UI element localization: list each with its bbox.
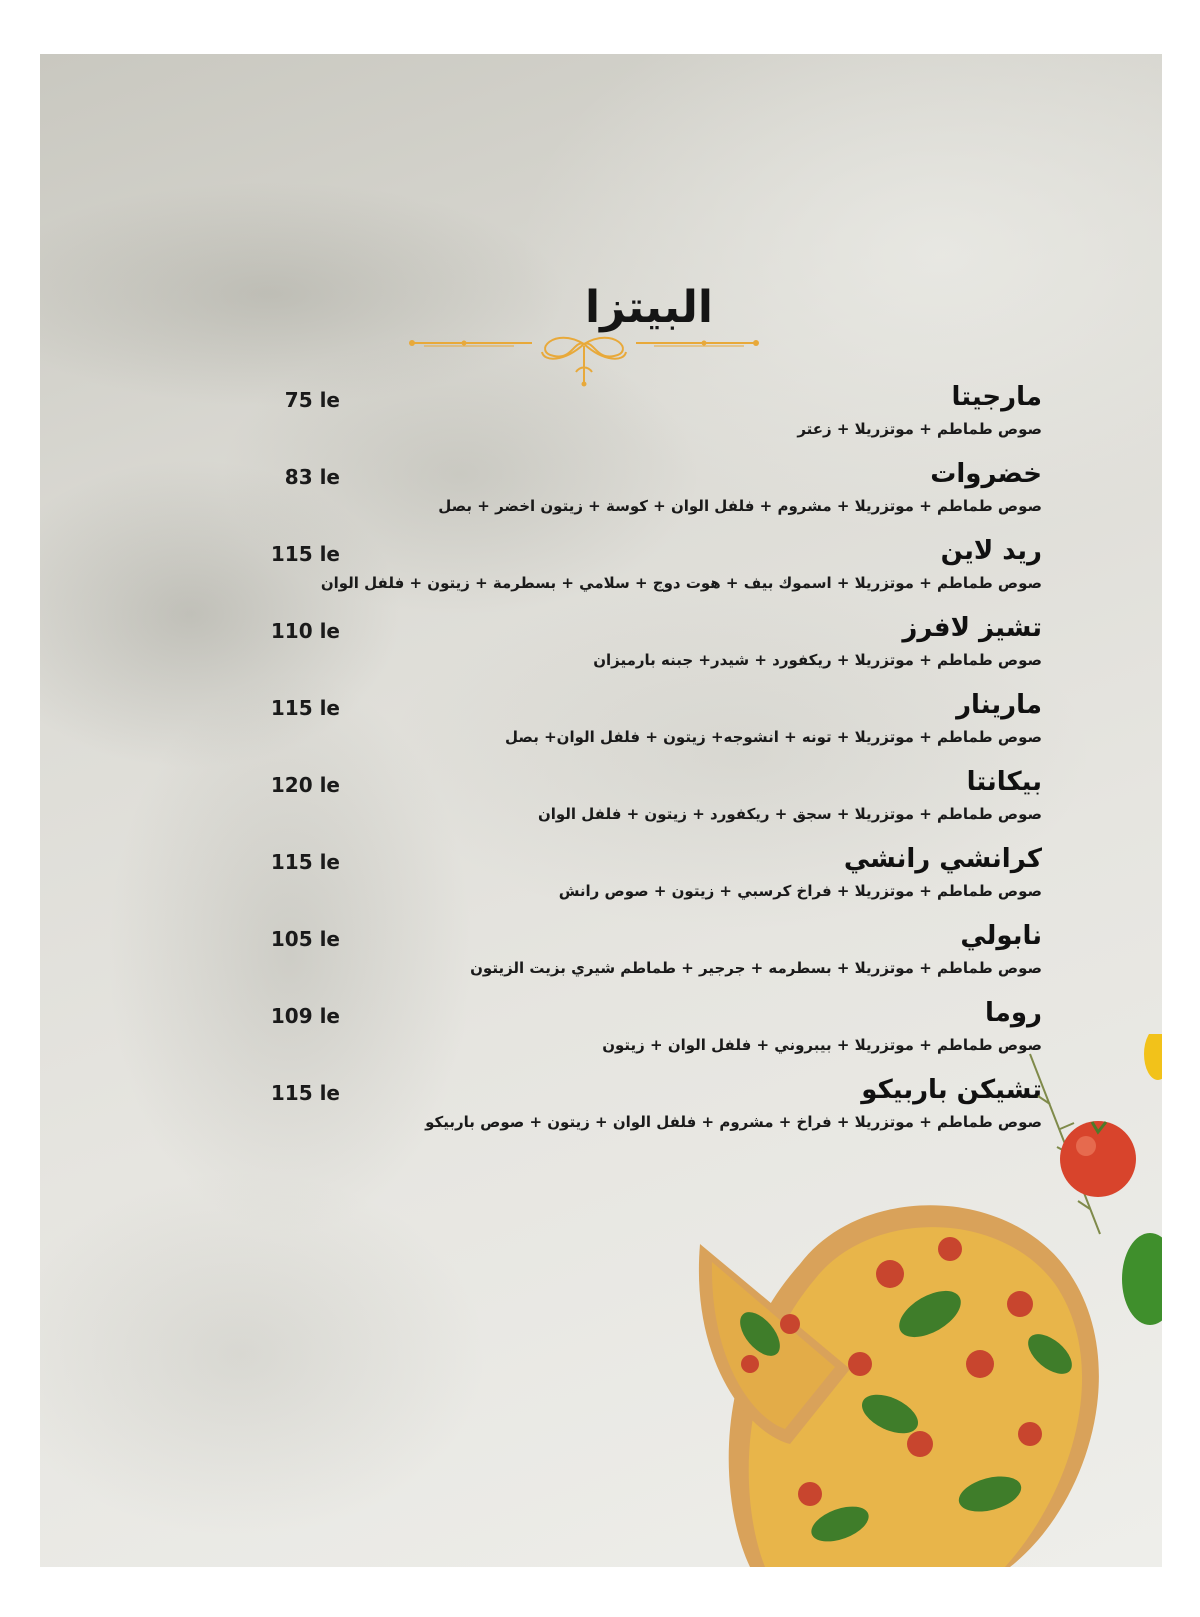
menu-item-price: 105 le	[270, 927, 340, 951]
menu-item-description: صوص طماطم + موتزريلا + مشروم + فلفل الوان + كوسة + زيتون اخضر + بصل	[438, 497, 1042, 515]
menu-item-description: صوص طماطم + موتزريلا + اسموك بيف + هوت دوج + سلامي + بسطرمة + زيتون + فلفل الوان	[320, 574, 1042, 592]
menu-item-price: 120 le	[270, 773, 340, 797]
menu-item-name: روما	[985, 998, 1042, 1028]
menu-item-price: 115 le	[270, 1081, 340, 1105]
menu-item-price: 83 le	[284, 465, 340, 489]
menu-item-price: 110 le	[270, 619, 340, 643]
menu-item-description: صوص طماطم + موتزريلا + زعتر	[797, 420, 1042, 438]
menu-item-name: تشيز لافرز	[902, 613, 1042, 643]
menu-item-description: صوص طماطم + موتزريلا + بيبروني + فلفل الوان + زيتون	[602, 1036, 1042, 1054]
menu-item-price: 115 le	[270, 850, 340, 874]
menu-item-name: ريد لاين	[940, 536, 1042, 566]
menu-item-name: كرانشي رانشي	[843, 844, 1042, 874]
menu-page	[40, 54, 1162, 1567]
menu-item-name: تشيكن باربيكو	[861, 1075, 1042, 1105]
menu-item-description: صوص طماطم + موتزريلا + فراخ + مشروم + فلفل الوان + زيتون + صوص باربيكو	[425, 1113, 1042, 1131]
menu-item-name: مارجيتا	[951, 382, 1042, 412]
menu-item-price: 115 le	[270, 542, 340, 566]
menu-item-description: صوص طماطم + موتزريلا + تونه + انشوجه+ زيتون + فلفل الوان+ بصل	[505, 728, 1042, 746]
green-pepper-icon	[1122, 1233, 1162, 1325]
menu-item-name: نابولي	[960, 921, 1042, 951]
yellow-pepper-icon	[1144, 1034, 1162, 1080]
menu-item-description: صوص طماطم + موتزريلا + فراخ كرسبي + زيتون + صوص رانش	[558, 882, 1042, 900]
menu-item-description: صوص طماطم + موتزريلا + ريكفورد + شيدر+ جبنه بارميزان	[593, 651, 1042, 669]
pizza-icon	[699, 1205, 1099, 1567]
menu-item-description: صوص طماطم + موتزريلا + سجق + ريكفورد + زيتون + فلفل الوان	[537, 805, 1042, 823]
menu-item-price: 109 le	[270, 1004, 340, 1028]
pizza-illustration	[630, 1034, 1162, 1567]
menu-item-description: صوص طماطم + موتزريلا + بسطرمه + جرجير + طماطم شيري بزيت الزيتون	[470, 959, 1042, 977]
menu-item-price: 75 le	[284, 388, 340, 412]
menu-item-name: خضروات	[930, 459, 1042, 489]
title-ornament-divider	[404, 332, 764, 392]
menu-title: البيتزا	[585, 282, 713, 333]
menu-item-price: 115 le	[270, 696, 340, 720]
menu-item-name: بيكانتا	[966, 767, 1042, 797]
menu-item-name: مارينار	[956, 690, 1042, 720]
